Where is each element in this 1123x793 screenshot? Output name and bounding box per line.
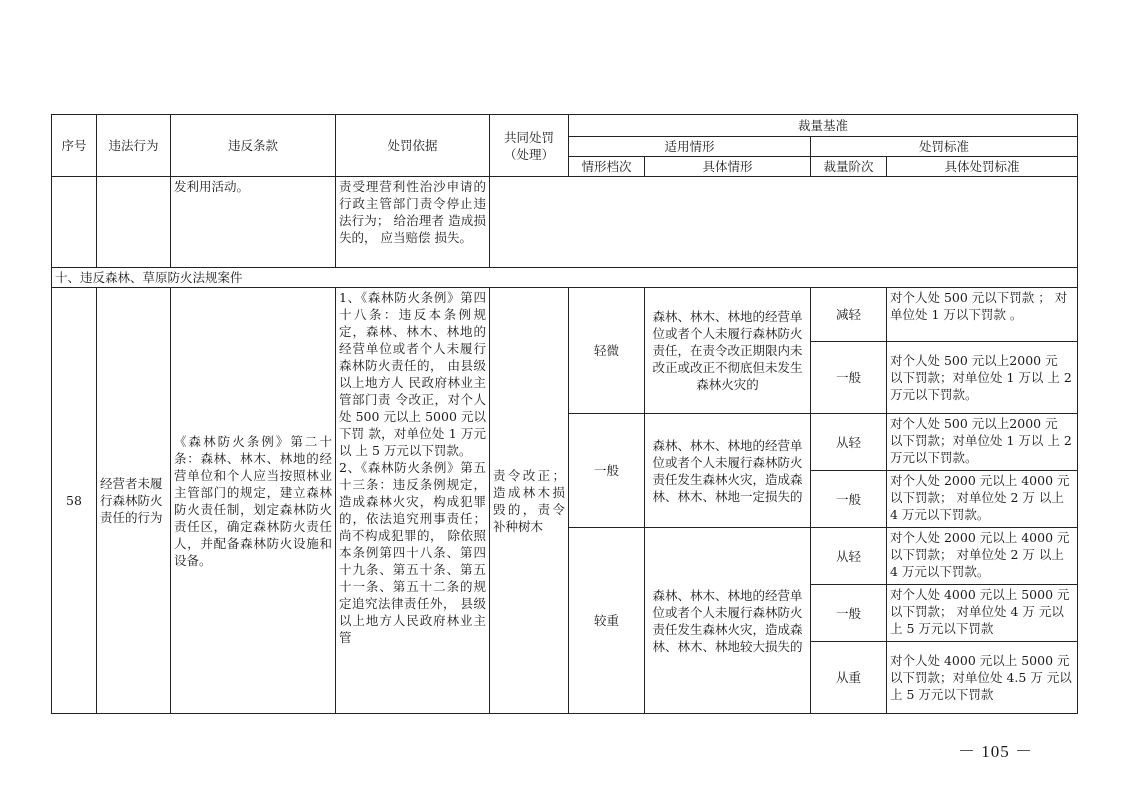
header-standard: 处罚标准: [811, 137, 1078, 157]
row-58-common-penalty: 责令改正；造成林木损毁的，责令补种树木: [490, 288, 569, 714]
header-situation: 具体情形: [645, 157, 811, 177]
level-general-situation: 森林、林木、林地的经营单位或者个人未履行森林防火责任发生森林火灾，造成森林、林木、林地一定损失的: [645, 414, 811, 528]
row-58-seq: 58: [52, 288, 97, 714]
row-58-behavior: 经营者未履行森林防火责任的行为: [97, 288, 171, 714]
level-serious-situation: 森林、林木、林地的经营单位或者个人未履行森林防火责任发生森林火灾，造成森林、林木、林地较大损失的: [645, 528, 811, 714]
header-clause: 违反条款: [171, 115, 336, 177]
stage-serious-normal: 一般: [811, 585, 887, 642]
header-basis: 处罚依据: [336, 115, 490, 177]
detail-minor-mitigated: 对个人处 500 元以下罚款 ； 对单位处 1 万以下罚款 。: [887, 288, 1078, 342]
carryover-behavior: [97, 177, 171, 268]
level-minor: 轻微: [569, 288, 645, 414]
detail-general-normal: 对个人处 2000 元以上 4000 元以下罚款； 对单位处 2 万 以上 4 万元以下罚款。: [887, 471, 1078, 528]
section-title: 十、违反森林、草原防火法规案件: [52, 268, 1078, 288]
level-general: 一般: [569, 414, 645, 528]
stage-minor-normal: 一般: [811, 342, 887, 414]
header-applicable: 适用情形: [569, 137, 811, 157]
detail-serious-normal: 对个人处 4000 元以上 5000 元以下罚款； 对单位处 4 万 元以上 5 万元以下罚款: [887, 585, 1078, 642]
row-58-basis: 1、《森林防火条例》第四十八条：违反本条例规定，森林、林木、林地的经营单位或者个人未履行森林防火责任的， 由县级以上地方人 民政府林业主管部门责 令改正，对个人处 500 元以上 5000 元以下罚 款，对单位处 1 万元以 上 5 万元以下罚款。 2、《森林防火条例》第五十三条：违反条例规定，造成森林火灾，构成犯罪的，依法追究刑事责任； 尚不构成犯罪的， 除依照本条例第四十八条、第四十九条、第五十条、第五十一条、第五十二条的规定追究法律责任外， 县级以上地方人民政府林业主管: [336, 288, 490, 714]
detail-minor-normal: 对个人处 500 元以上2000 元 以下罚款；对单位处 1 万以 上 2 万元以下罚款。: [887, 342, 1078, 414]
stage-serious-heavier: 从重: [811, 642, 887, 714]
header-common-penalty: [490, 115, 569, 177]
detail-general-lighter: 对个人处 500 元以上2000 元 以下罚款；对单位处 1 万以 上 2 万元以下罚款。: [887, 414, 1078, 471]
stage-minor-mitigated: 减轻: [811, 288, 887, 342]
carryover-empty: [490, 177, 1078, 268]
header-behavior: 违法行为: [97, 115, 171, 177]
penalty-discretion-table: [51, 114, 1078, 714]
stage-general-normal: 一般: [811, 471, 887, 528]
stage-general-lighter: 从轻: [811, 414, 887, 471]
carryover-seq: [52, 177, 97, 268]
carryover-clause: 发利用活动。: [171, 177, 336, 268]
detail-serious-heavier: 对个人处 4000 元以上 5000 元以下罚款；对单位处 4.5 万 元以上 5 万元以下罚款: [887, 642, 1078, 714]
level-minor-situation: 森林、林木、林地的经营单位或者个人未履行森林防火责任，在责令改正期限内未改正或改正不彻底但未发生森林火灾的: [645, 288, 811, 414]
header-discretion: 裁量基准: [569, 115, 1078, 137]
header-level: 情形档次: [569, 157, 645, 177]
row-58-clause: 《森林防火条例》第二十条：森林、林木、林地的经营单位和个人应当按照林业主管部门的规定，建立森林防火责任制，划定森林防火责任区，确定森林防火责任人，并配备森林防火设施和设备。: [171, 288, 336, 714]
header-detail: 具体处罚标准: [887, 157, 1078, 177]
detail-serious-lighter: 对个人处 2000 元以上 4000 元以下罚款； 对单位处 2 万 以上 4 万元以下罚款。: [887, 528, 1078, 585]
header-seq: 序号: [52, 115, 97, 177]
header-common-line2: （处理）: [503, 146, 554, 162]
level-serious: 较重: [569, 528, 645, 714]
header-stage: 裁量阶次: [811, 157, 887, 177]
carryover-basis: 责受理营利性治沙申请的行政主管部门责令停止违法行为； 给治理者 造成损失的， 应当赔偿 损失。: [336, 177, 490, 268]
page-number: － 105 －: [958, 742, 1033, 761]
stage-serious-lighter: 从轻: [811, 528, 887, 585]
header-common-line1: 共同处罚: [503, 129, 554, 145]
